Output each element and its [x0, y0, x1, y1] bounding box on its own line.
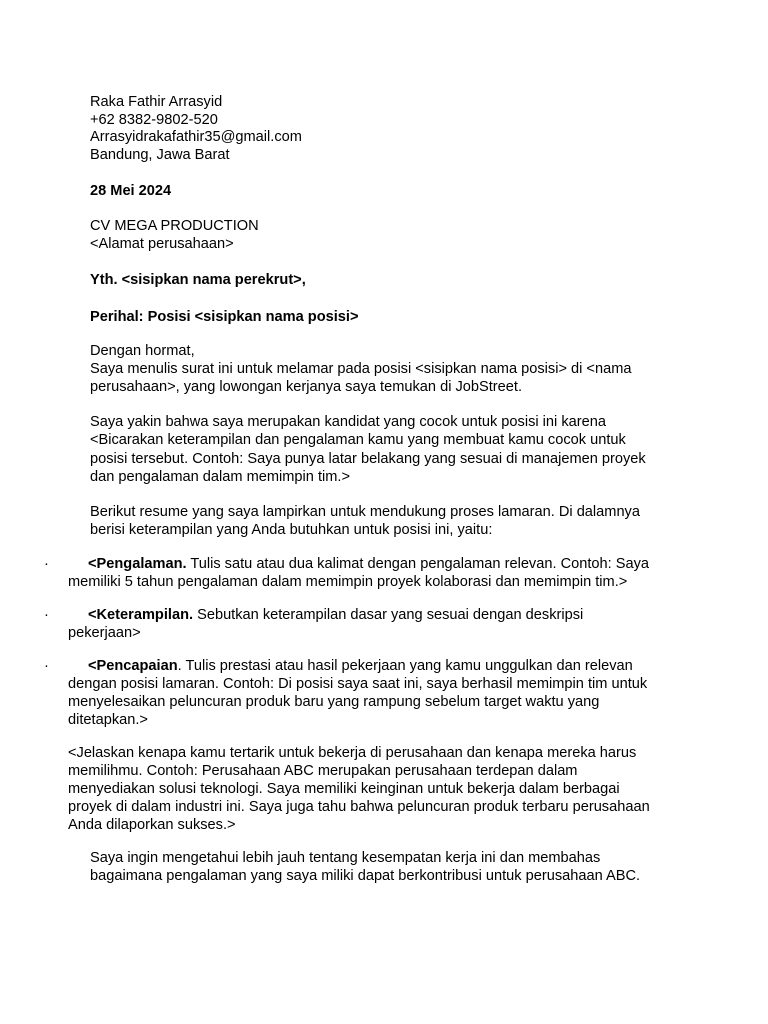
- bullet-label: <Pengalaman.: [88, 556, 187, 572]
- subject-line: Perihal: Posisi <sisipkan nama posisi>: [90, 309, 359, 325]
- bullet-text: dengan posisi lamaran. Contoh: Di posisi saya saat ini, saya berhasil memimpin tim untuk: [68, 676, 648, 692]
- bullet-item-achievement: [88, 657, 633, 675]
- paragraph-line: proyek di dalam industri ini. Saya juga tahu bahwa peluncuran produk terbaru perusahaan: [68, 799, 650, 815]
- bullet-text: menyelesaikan peluncuran produk baru yang rampung sebelum target waktu yang: [68, 694, 600, 710]
- bullet-label: <Pencapaian: [88, 658, 178, 674]
- paragraph-line: <Bicarakan keterampilan dan pengalaman kamu yang membuat kamu cocok untuk: [90, 432, 626, 448]
- paragraph-line: bagaimana pengalaman yang saya miliki dapat berkontribusi untuk perusahaan ABC.: [90, 868, 641, 884]
- paragraph-line: dan pengalaman dalam memimpin tim.>: [90, 469, 350, 485]
- sender-location: Bandung, Jawa Barat: [90, 147, 230, 163]
- paragraph-line: Anda dilaporkan sukses.>: [68, 817, 236, 833]
- bullet-marker: ·: [44, 658, 49, 674]
- paragraph-line: memilihmu. Contoh: Perusahaan ABC merupakan perusahaan terdepan dalam: [68, 763, 578, 779]
- bullet-text: pekerjaan>: [68, 625, 141, 641]
- bullet-text: ditetapkan.>: [68, 712, 148, 728]
- recipient: Yth. <sisipkan nama perekrut>,: [90, 272, 306, 288]
- bullet-text: . Tulis prestasi atau hasil pekerjaan yang kamu unggulkan dan relevan: [177, 658, 633, 674]
- company-address: <Alamat perusahaan>: [90, 236, 234, 252]
- intro-line: Saya menulis surat ini untuk melamar pada posisi <sisipkan nama posisi> di <nama: [90, 361, 632, 377]
- bullet-label: <Keterampilan.: [88, 607, 194, 623]
- sender-phone: +62 8382-9802-520: [90, 112, 218, 128]
- greeting: Dengan hormat,: [90, 343, 195, 359]
- letter-date: 28 Mei 2024: [90, 183, 172, 199]
- bullet-text: Tulis satu atau dua kalimat dengan pengalaman relevan. Contoh: Saya: [186, 556, 650, 572]
- bullet-item-skills: [88, 606, 583, 624]
- paragraph-line: Saya yakin bahwa saya merupakan kandidat yang cocok untuk posisi ini karena: [90, 414, 606, 430]
- paragraph-line: Berikut resume yang saya lampirkan untuk mendukung proses lamaran. Di dalamnya: [90, 504, 640, 520]
- paragraph-line: Saya ingin mengetahui lebih jauh tentang kesempatan kerja ini dan membahas: [90, 850, 601, 866]
- bullet-marker: ·: [44, 556, 49, 572]
- company-name: CV MEGA PRODUCTION: [90, 218, 259, 234]
- sender-name: Raka Fathir Arrasyid: [90, 94, 223, 110]
- bullet-item-experience: [88, 555, 649, 573]
- sender-email: Arrasyidrakafathir35@gmail.com: [90, 129, 302, 145]
- paragraph-line: berisi keterampilan yang Anda butuhkan untuk posisi ini, yaitu:: [90, 522, 493, 538]
- bullet-text: memiliki 5 tahun pengalaman dalam memimpin proyek kolaborasi dan memimpin tim.>: [68, 574, 628, 590]
- paragraph-line: posisi tersebut. Contoh: Saya punya latar belakang yang sesuai di manajemen proyek: [90, 451, 646, 467]
- paragraph-line: <Jelaskan kenapa kamu tertarik untuk bekerja di perusahaan dan kenapa mereka harus: [68, 745, 637, 761]
- paragraph-line: menyediakan solusi teknologi. Saya memiliki keinginan untuk bekerja dalam berbagai: [68, 781, 620, 797]
- bullet-text: Sebutkan keterampilan dasar yang sesuai dengan deskripsi: [193, 607, 584, 623]
- bullet-marker: ·: [44, 607, 49, 623]
- intro-line: perusahaan>, yang lowongan kerjanya saya temukan di JobStreet.: [90, 379, 523, 395]
